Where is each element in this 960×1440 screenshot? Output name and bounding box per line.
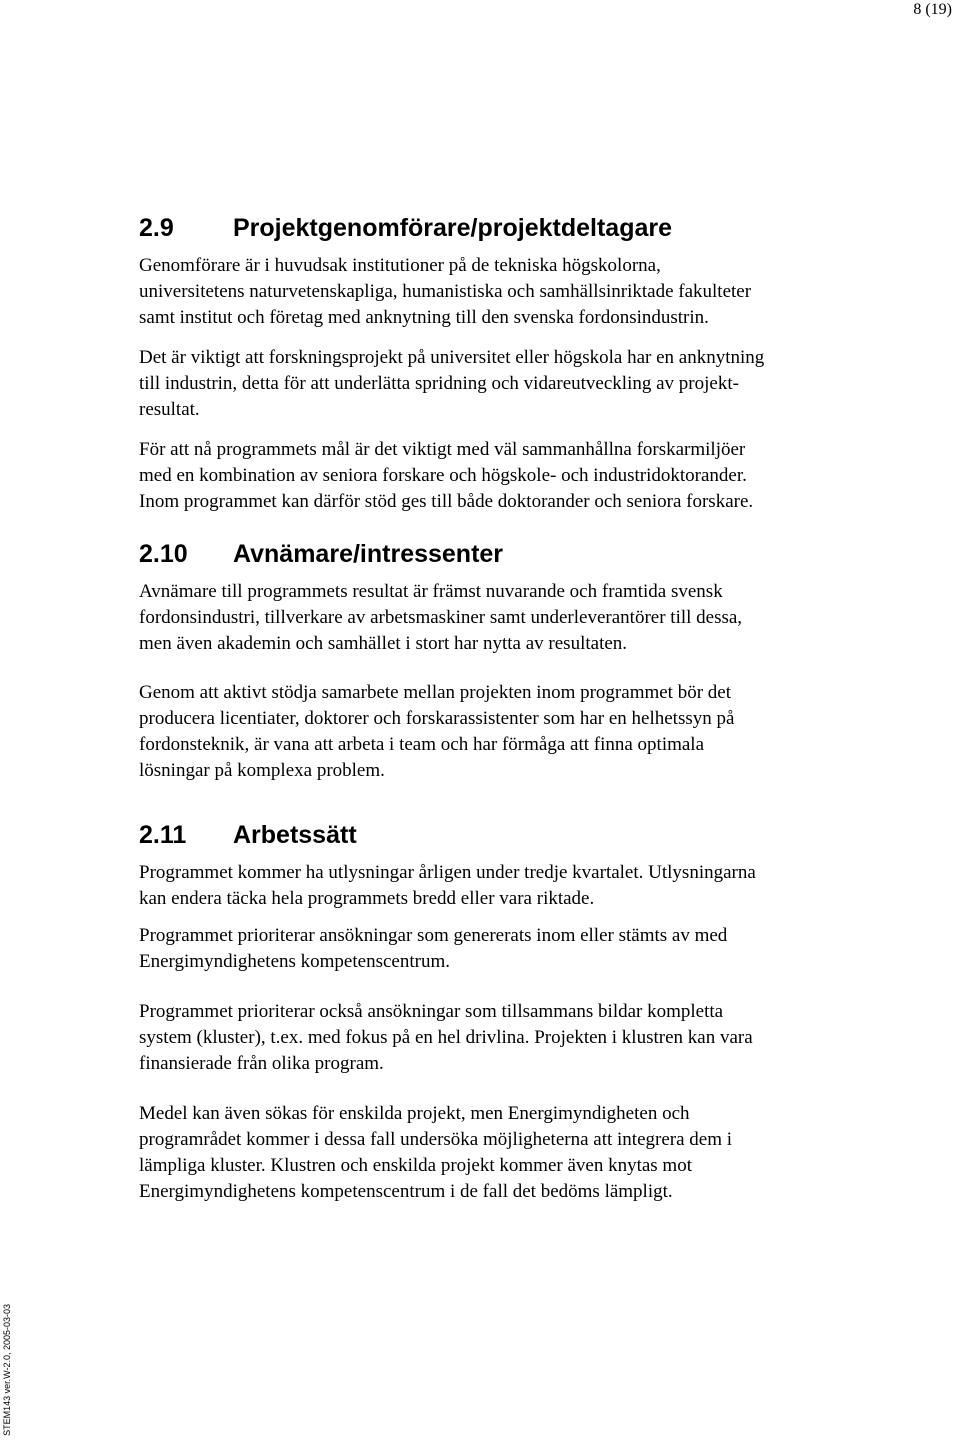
text-line: fordonsteknik, är vana att arbeta i team och har förmåga att finna optimala [139,734,705,755]
paragraph [139,680,879,784]
section-heading [139,211,879,245]
paragraph [139,345,879,423]
text-line: universitetens naturvetenskapliga, humanistiska och samhällsinriktade fakulteter [139,281,752,302]
section-title: Arbetssätt [233,821,357,849]
text-line: Genom att aktivt stödja samarbete mellan projekten inom programmet bör det [139,682,731,703]
section-number: 2.9 [139,214,174,242]
text-line: Inom programmet kan därför stöd ges till både doktorander och seniora forskare. [139,491,754,512]
section-title: Avnämare/intressenter [233,540,504,568]
text-line: Avnämare till programmets resultat är främst nuvarande och framtida svensk [139,581,723,602]
section-stakeholders [139,537,879,784]
text-line: system (kluster), t.ex. med fokus på en hel drivlina. Projekten i klustren kan vara [139,1027,753,1048]
text-line: med en kombination av seniora forskare och högskole- och industridoktorander. [139,465,747,486]
text-line: Det är viktigt att forskningsprojekt på universitet eller högskola har en anknytning [139,347,765,368]
paragraph [139,860,879,912]
section-project-participants [139,211,879,515]
text-line: Programmet prioriterar ansökningar som genererats inom eller stämts av med [139,925,728,946]
paragraph [139,253,879,331]
text-line: resultat. [139,399,200,420]
form-code-footer: STEM143 ver.W-2.0, 2005-03-03 [2,1304,12,1436]
paragraph [139,437,879,515]
text-line: Programmet prioriterar också ansökningar som tillsammans bildar kompletta [139,1001,724,1022]
text-line: Energimyndighetens kompetenscentrum i de fall det bedöms lämpligt. [139,1181,673,1202]
text-line: finansierade från olika program. [139,1053,384,1074]
text-line: fordonsindustri, tillverkare av arbetsmaskiner samt underleverantörer till dessa, [139,607,743,628]
text-line: samt institut och företag med anknytning till den svenska fordonsindustrin. [139,307,709,328]
paragraph [139,999,879,1077]
page-number: 8 (19) [913,1,952,18]
section-heading [139,537,879,571]
text-line: lösningar på komplexa problem. [139,760,385,781]
text-line: programrådet kommer i dessa fall undersöka möjligheterna att integrera dem i [139,1129,733,1150]
document-body [139,211,879,1205]
text-line: Medel kan även sökas för enskilda projekt, men Energimyndigheten och [139,1103,690,1124]
text-line: till industrin, detta för att underlätta spridning och vidareutveckling av projekt- [139,373,739,394]
text-line: men även akademin och samhället i stort har nytta av resultaten. [139,633,628,654]
text-line: Programmet kommer ha utlysningar årligen under tredje kvartalet. Utlysningarna [139,862,756,883]
section-heading [139,818,879,852]
text-line: lämpliga kluster. Klustren och enskilda projekt kommer även knytas mot [139,1155,692,1176]
text-line: producera licentiater, doktorer och forskarassistenter som har en helhetssyn på [139,708,735,729]
text-line: Energimyndighetens kompetenscentrum. [139,951,450,972]
section-number: 2.10 [139,540,188,568]
section-title: Projektgenomförare/projektdeltagare [233,214,673,242]
paragraph [139,579,879,657]
text-line: kan endera täcka hela programmets bredd eller vara riktade. [139,888,595,909]
paragraph [139,1101,879,1205]
text-line: Genomförare är i huvudsak institutioner på de tekniska högskolorna, [139,255,661,276]
text-line: För att nå programmets mål är det viktigt med väl sammanhållna forskarmiljöer [139,439,746,460]
paragraph [139,923,879,975]
section-working-method [139,818,879,1205]
section-number: 2.11 [139,821,187,849]
